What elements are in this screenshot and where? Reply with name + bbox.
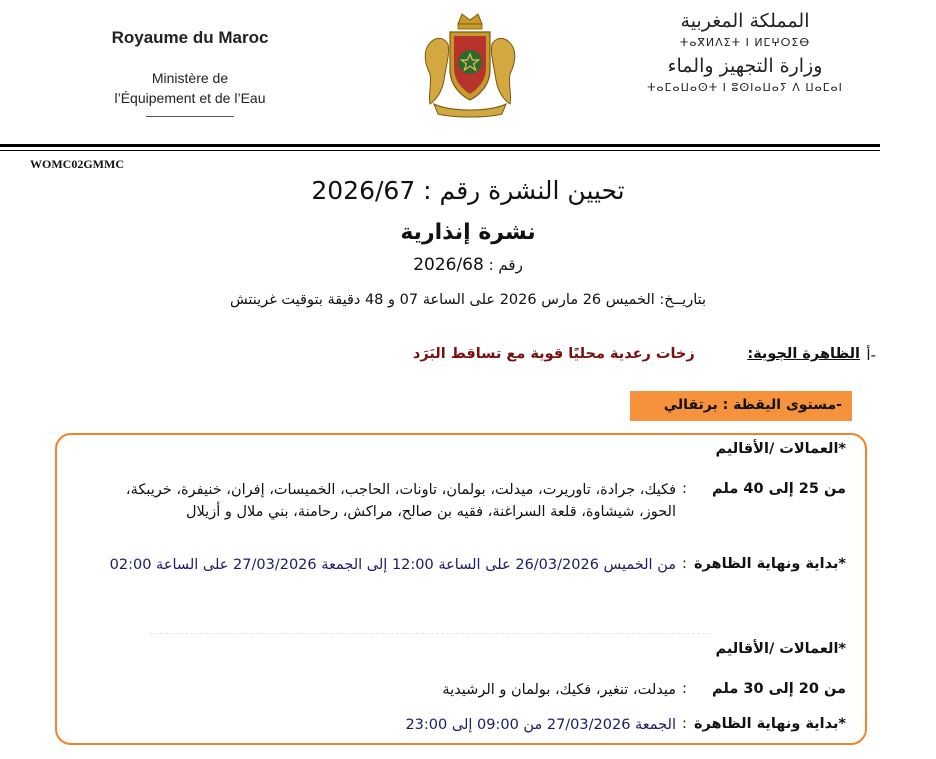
period-label: *بداية ونهاية الظاهرة	[693, 556, 846, 572]
colon-separator: :	[682, 481, 687, 497]
divider	[146, 116, 234, 117]
bulletin-number-label: رقم :	[488, 256, 523, 274]
header-divider-thick	[0, 144, 880, 147]
phenomenon-value: زخات رعدية محليًا قوية مع تساقط البَرَد	[412, 346, 695, 362]
arabic-header	[640, 10, 850, 94]
provinces-list: ميدلت، تنغير، فكيك، بولمان و الرشيدية	[442, 682, 676, 698]
ministry-name-fr: Ministère de l’Équipement et de l’Eau	[114, 70, 266, 106]
country-name-tifinagh: ⵜⴰⴳⵍⴷⵉⵜ ⵏ ⵍⵎⵖⵔⵉⴱ	[679, 36, 811, 49]
section-index: أ-	[866, 346, 876, 364]
colon-separator: :	[682, 681, 687, 697]
french-header	[70, 28, 310, 117]
alert-level-label: -مستوى اليقظة : برتقالي	[663, 397, 842, 413]
issue-date: بتاريــخ: الخميس 26 مارس 2026 على الساعة 07 و 48 دقيقة بتوقيت غرينتش	[229, 292, 707, 308]
ministry-name-ar: وزارة التجهيز والماء	[667, 55, 823, 77]
alert-level-banner	[630, 391, 852, 421]
document-code: WOMC02GMMC	[30, 157, 124, 171]
bulletin-update-title: تحيين النشرة رقم : 2026/67	[311, 176, 625, 205]
period-value: الجمعة 27/03/2026 من 09:00 إلى 23:00	[405, 717, 676, 733]
bulletin-type-title: نشرة إنذارية	[400, 220, 536, 245]
provinces-label: *العمالات /الأقاليم	[715, 441, 846, 457]
period-value: من الخميس 26/03/2026 على الساعة 12:00 إلى الجمعة 27/03/2026 على الساعة 02:00	[109, 557, 676, 573]
header-divider-thin	[0, 150, 880, 151]
bulletin-number	[0, 255, 936, 275]
colon-separator: :	[682, 556, 687, 572]
phenomenon-row	[413, 346, 860, 362]
phenomenon-label: الظاهرة الجوية:	[747, 346, 860, 362]
provinces-label: *العمالات /الأقاليم	[715, 641, 846, 657]
country-name-fr: Royaume du Maroc	[111, 28, 269, 47]
period-label: *بداية ونهاية الظاهرة	[693, 716, 846, 732]
bulletin-number-value: 2026/68	[413, 255, 484, 275]
provinces-list: فكيك، جرادة، تاوريرت، ميدلت، بولمان، تاونات، الحاجب، الخميسات، إفران، خنيفرة، خريبكة، الحوز، شيشاوة، قلعة السراغنة، فقيه بن صالح، مراكش، رحامنة، بني ملال و أزيلال	[125, 482, 676, 520]
country-name-ar: المملكة المغربية	[680, 10, 810, 32]
ministry-name-tifinagh: ⵜⴰⵎⴰⵡⴰⵙⵜ ⵏ ⵓⵙⵏⴰⵡⴰⵢ ⴷ ⵡⴰⵎⴰⵏ	[647, 81, 843, 94]
colon-separator: :	[682, 716, 687, 732]
group-divider	[150, 633, 710, 634]
rainfall-amount: من 20 إلى 30 ملم	[712, 681, 846, 697]
royal-coat-of-arms-emblem	[420, 10, 520, 118]
rainfall-amount: من 25 إلى 40 ملم	[712, 481, 846, 497]
